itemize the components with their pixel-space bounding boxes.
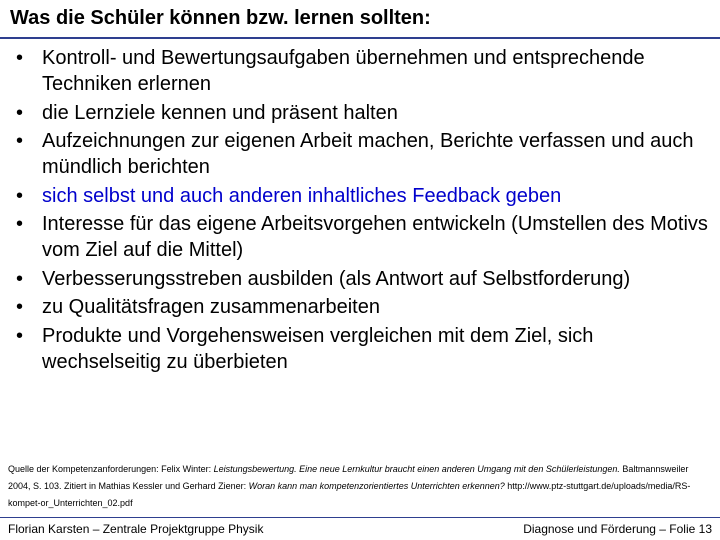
footer-author: Florian Karsten – Zentrale Projektgruppe Physik xyxy=(8,522,264,536)
bullet-icon: • xyxy=(16,267,24,290)
source-url: http://www.ptz-stuttgart.de/uploads/media/RS-kompet-or_Unterrichten_02.pdf xyxy=(8,481,691,508)
list-item xyxy=(16,266,712,292)
bullet-icon: • xyxy=(16,213,24,235)
list-item xyxy=(16,128,712,180)
source-citation xyxy=(8,461,712,512)
bullet-icon: • xyxy=(16,47,24,69)
bullet-icon: • xyxy=(16,101,24,124)
slide-title: Was die Schüler können bzw. lernen sollten: xyxy=(10,7,431,29)
list-item xyxy=(16,211,712,263)
bullet-icon: • xyxy=(16,324,24,347)
bullet-icon: • xyxy=(16,296,24,318)
bullet-text: Produkte und Vorgehensweisen vergleichen mit dem Ziel, sich wechselseitig zu überbieten xyxy=(42,324,594,373)
bullet-text: Aufzeichnungen zur eigenen Arbeit machen, Berichte verfassen und auch mündlich berichten xyxy=(42,130,694,178)
footer-divider xyxy=(0,517,720,518)
bullet-text: Verbesserungsstreben ausbilden (als Antwort auf Selbstforderung) xyxy=(42,267,631,290)
source-middle: Baltmannsweiler 2004, S. 103. Zitiert in Mathias Kessler und Gerhard Ziener: xyxy=(8,464,689,491)
list-item xyxy=(16,323,712,375)
title-divider xyxy=(0,37,720,39)
bullet-icon: • xyxy=(16,130,24,152)
list-item xyxy=(16,294,712,320)
source-title-kessler: Woran kann man kompetenzorientiertes Unterrichten erkennen? xyxy=(248,481,505,491)
bullet-text-highlighted: sich selbst und auch anderen inhaltliches Feedback geben xyxy=(42,184,562,207)
footer-slide-number: Diagnose und Förderung – Folie 13 xyxy=(523,522,712,536)
bullet-text: zu Qualitätsfragen zusammenarbeiten xyxy=(42,296,380,318)
bullet-text: Interesse für das eigene Arbeitsvorgehen entwickeln (Umstellen des Motivs vom Ziel auf die Mittel) xyxy=(42,213,708,261)
bullet-text: die Lernziele kennen und präsent halten xyxy=(42,101,398,124)
source-title-winter: Leistungsbewertung. Eine neue Lernkultur braucht einen anderen Umgang mit den Schülerleistungen. xyxy=(213,464,620,474)
list-item xyxy=(16,183,712,209)
bullet-list xyxy=(16,45,712,377)
bullet-icon: • xyxy=(16,184,24,207)
source-prefix: Quelle der Kompetenzanforderungen: Felix Winter: xyxy=(8,464,214,474)
list-item xyxy=(16,45,712,97)
list-item xyxy=(16,100,712,126)
bullet-text: Kontroll- und Bewertungsaufgaben übernehmen und entsprechende Techniken erlernen xyxy=(42,47,645,95)
